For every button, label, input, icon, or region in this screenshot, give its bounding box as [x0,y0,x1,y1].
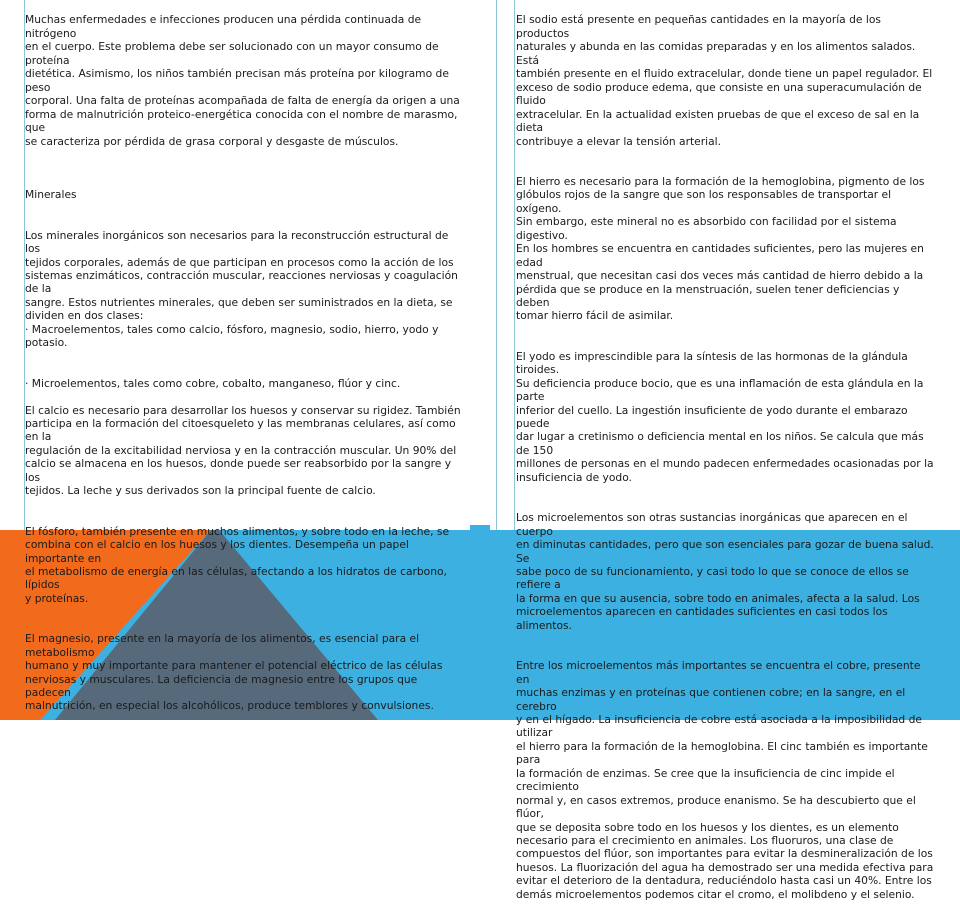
paragraph-calcio: El calcio es necesario para desarrollar los huesos y conservar su rigidez. También participa en la formación del citoesqueleto y las membranas celulares, así como en la regulación de la excitabilidad nerviosa y en la contracción muscular. Un 90% del calcio se almacena en los huesos, donde puede ser reabsorbido por la sangre y los tejidos. La leche y sus derivados son la principal fuente de calcio. [25,403,461,498]
paragraph-minerales-intro: Los minerales inorgánicos son necesarios para la reconstrucción estructural de los tejidos corporales, además de que participan en procesos como la acción de los sistemas enzimáticos, contracción muscular, reacciones nerviosas y coagulación de la sangre. Estos nutrientes minerales, que deben ser suministrados en la dieta, se dividen en dos clases: · Macroelementos, tales como calcio, fósforo, magnesio, sodio, hierro, yodo y potasio. [25,228,458,350]
paragraph-microelementos-list: · Microelementos, tales como cobre, cobalto, manganeso, flúor y cinc. [25,376,401,390]
right-text-column [516,0,936,915]
column-divider-line [496,0,497,530]
paragraph-protein-deficiency: Muchas enfermedades e infecciones producen una pérdida continuada de nitrógeno en el cuerpo. Este problema debe ser solucionado con un mayor consumo de proteína dietética. Asimismo, los niños también precisan más proteína por kilogramo de peso corporal. Una falta de proteínas acompañada de falta de energía da origen a una forma de malnutrición proteico-energética conocida con el nombre de marasmo, que se caracteriza por pérdida de grasa corporal y desgaste de músculos. [25,13,460,148]
paragraph-cobre-cinc-fluor: Entre los microelementos más importantes se encuentra el cobre, presente en muchas enzimas y en proteínas que contienen cobre; en la sangre, en el cerebro y en el hígado. La insuficiencia de cobre está asociada a la imposibilidad de utilizar el hierro para la formación de la hemoglobina. El cinc también es importante para la formación de enzimas. Se cree que la insuficiencia de cinc impide el crecimiento normal y, en casos extremos, produce enanismo. Se ha descubierto que el flúor, que se deposita sobre todo en los huesos y los dientes, es un elemento necesario para el crecimiento en animales. Los fluoruros, una clase de compuestos del flúor, son importantes para evitar la desmineralización de los huesos. La fluorización del agua ha demostrado ser una medida efectiva para evitar el deterioro de la dentadura, reduciéndolo hasta casi un 40%. Entre los demás microelementos podemos citar el cromo, el molibdeno y el selenio. [516,659,934,901]
left-text-column [25,0,465,726]
paragraph-hierro: El hierro es necesario para la formación de la hemoglobina, pigmento de los glóbulos rojos de la sangre que son los responsables de transportar el oxígeno. Sin embargo, este mineral no es absorbido con facilidad por el sistema digestivo. En los hombres se encuentra en cantidades suficientes, pero las mujeres en edad menstrual, que necesitan casi dos veces más cantidad de hierro debido a la pérdida que se produce en la menstruación, suelen tener deficiencias y deben tomar hierro fácil de asimilar. [516,174,925,323]
paragraph-magnesio: El magnesio, presente en la mayoría de los alimentos, es esencial para el metabolismo humano y muy importante para mantener el potencial eléctrico de las células nerviosas y musculares. La deficiencia de magnesio entre los grupos que padecen malnutrición, en especial los alcohólicos, produce temblores y convulsiones. [25,632,443,713]
paragraph-sodio: El sodio está presente en pequeñas cantidades en la mayoría de los productos naturales y abunda en las comidas preparadas y en los alimentos salados. Está también presente en el fluido extracelular, donde tiene un papel regulador. El exceso de sodio produce edema, que consiste en una superacumulación de fluido extracelular. En la actualidad existen pruebas de que el exceso de sal en la dieta contribuye a elevar la tensión arterial. [516,13,933,148]
right-column-margin-line [514,0,515,530]
paragraph-fosforo: El fósforo, también presente en muchos alimentos, y sobre todo en la leche, se combina con el calcio en los huesos y los dientes. Desempeña un papel importante en el metabolismo de energía en las células, afectando a los hidratos de carbono, lípidos y proteínas. [25,524,450,605]
paragraph-yodo: El yodo es imprescindible para la síntesis de las hormonas de la glándula tiroides. Su deficiencia produce bocio, que es una inflamación de esta glándula en la parte inferior del cuello. La ingestión insuficiente de yodo durante el embarazo puede dar lugar a cretinismo o deficiencia mental en los niños. Se calcula que más de 150 millones de personas en el mundo padecen enfermedades ocasionadas por la insuficiencia de yodo. [516,349,934,484]
heading-minerales: Minerales [25,188,77,202]
paragraph-microelementos: Los microelementos son otras sustancias inorgánicas que aparecen en el cuerpo en diminutas cantidades, pero que son esenciales para gozar de buena salud. Se sabe poco de su funcionamiento, y casi todo lo que se conoce de ellos se refiere a la forma en que su ausencia, sobre todo en animales, afecta a la salud. Los microelementos aparecen en cantidades suficientes en casi todos los alimentos. [516,511,934,632]
